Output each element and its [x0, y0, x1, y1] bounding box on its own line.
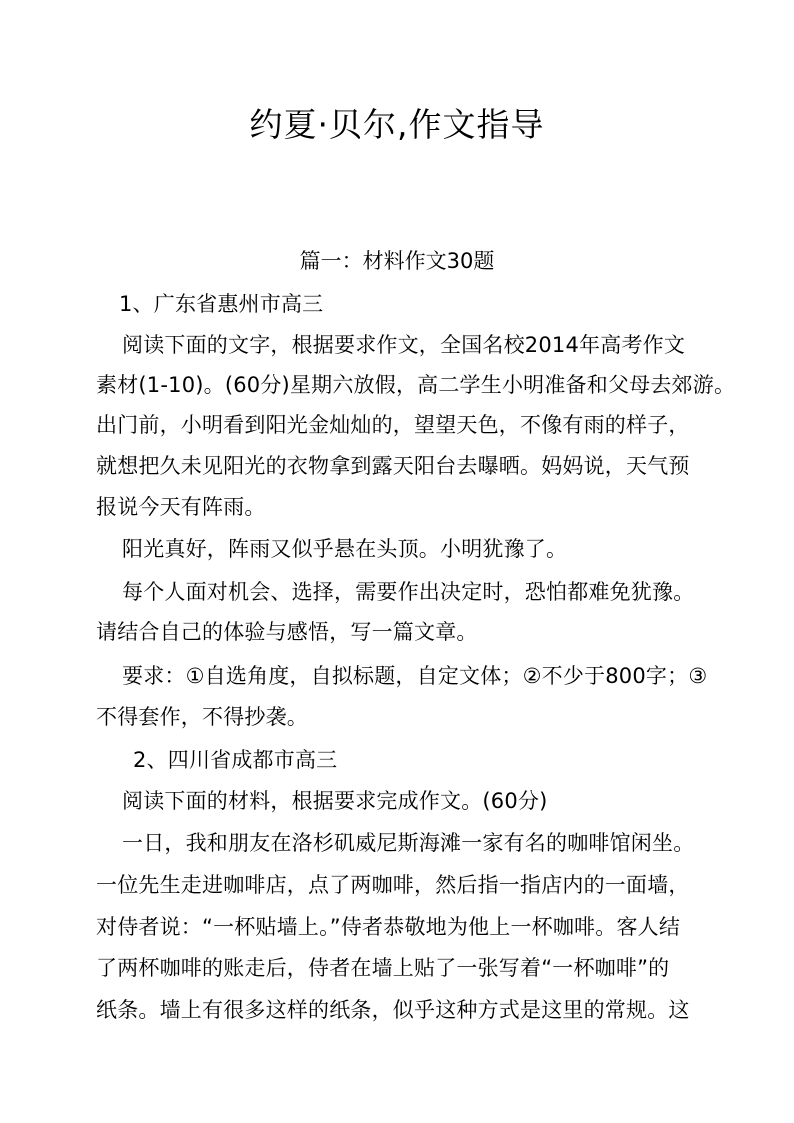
- paragraph-line: 阳光真好，阵雨又似乎悬在头顶。小明犹豫了。: [122, 537, 568, 561]
- paragraph-line: 报说今天有阵雨。: [96, 495, 266, 519]
- requirements-line: 不得套作，不得抄袭。: [96, 705, 308, 729]
- paragraph-line: 就想把久未见阳光的衣物拿到露天阳台去曝晒。妈妈说，天气预: [96, 454, 690, 478]
- paragraph-line: 每个人面对机会、选择，需要作出决定时，恐怕都难免犹豫。: [122, 580, 695, 604]
- question-heading-2: 2、四川省成都市高三: [133, 748, 338, 772]
- requirements-line: 要求：①自选角度，自拟标题，自定文体；②不少于800字；③: [122, 664, 708, 688]
- document-title: 约夏·贝尔,作文指导: [249, 105, 545, 144]
- paragraph-line: 阅读下面的文字，根据要求作文，全国名校2014年高考作文: [122, 333, 686, 357]
- paragraph-line: 对侍者说：“一杯贴墙上。”侍者恭敬地为他上一杯咖啡。客人结: [96, 915, 681, 939]
- paragraph-line: 阅读下面的材料，根据要求完成作文。(60分): [122, 789, 548, 813]
- paragraph-line: 了两杯咖啡的账走后，侍者在墙上贴了一张写着“一杯咖啡”的: [96, 956, 670, 980]
- paragraph-line: 一位先生走进咖啡店，点了两咖啡，然后指一指店内的一面墙，: [96, 873, 690, 897]
- paragraph-line: 请结合自己的体验与感悟，写一篇文章。: [96, 620, 478, 644]
- paragraph-line: 一日，我和朋友在洛杉矶威尼斯海滩一家有名的咖啡馆闲坐。: [122, 831, 695, 855]
- paragraph-line: 素材(1-10)。(60分)星期六放假，高二学生小明准备和父母去郊游。: [96, 373, 736, 397]
- paragraph-line: 出门前，小明看到阳光金灿灿的，望望天色，不像有雨的样子，: [96, 413, 690, 437]
- paragraph-line: 纸条。墙上有很多这样的纸条，似乎这种方式是这里的常规。这: [96, 998, 690, 1022]
- section-heading: 篇一：材料作文30题: [299, 249, 495, 273]
- question-heading-1: 1、广东省惠州市高三: [119, 292, 324, 316]
